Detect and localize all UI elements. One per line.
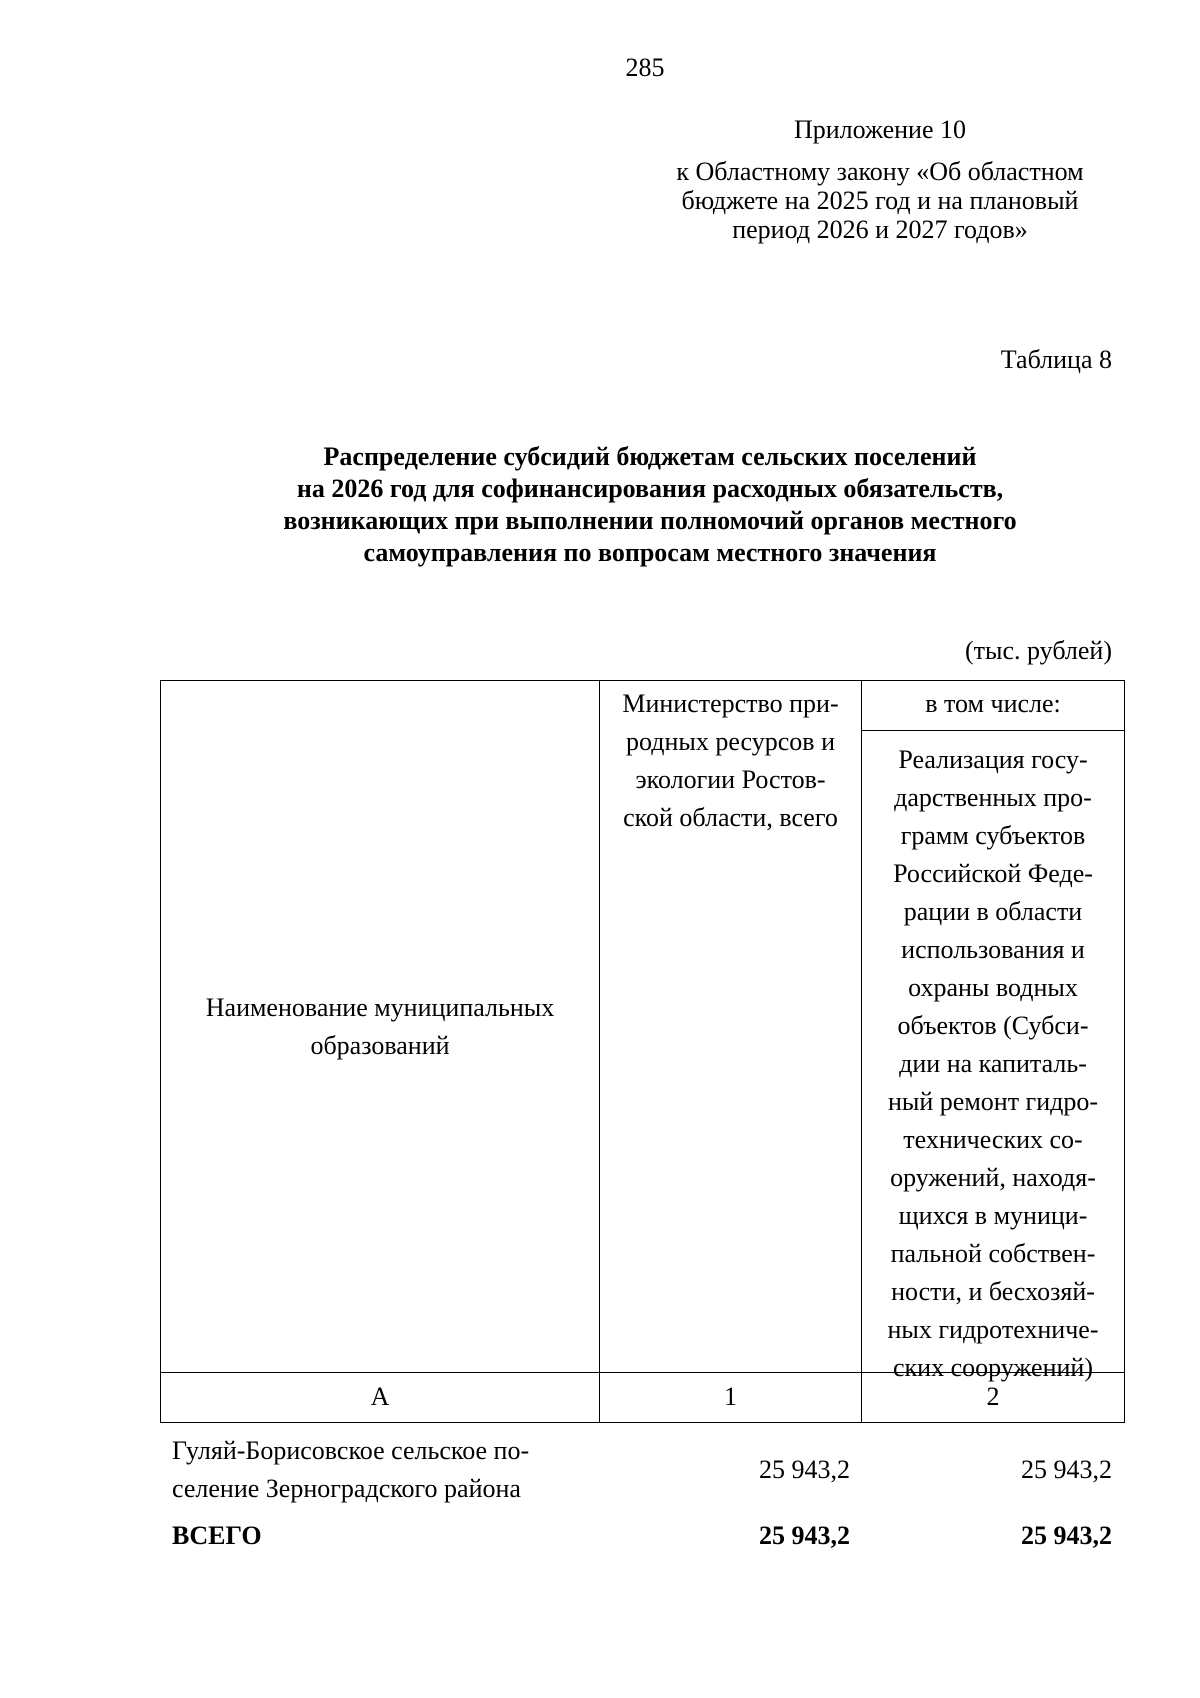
header-total-line: ской области, всего	[623, 803, 838, 832]
header-program-line: ных гидротехниче-	[887, 1315, 1099, 1344]
header-including: в том числе:	[861, 680, 1125, 731]
header-program-line: дии на капиталь-	[899, 1049, 1087, 1078]
appendix-title: Приложение 10	[793, 115, 967, 144]
table-row-total-value: 25 943,2	[759, 1455, 850, 1484]
units-label: (тыс. рублей)	[964, 636, 1112, 665]
header-program-line: щихся в муници-	[898, 1201, 1088, 1230]
table-label: Таблица 8	[1000, 345, 1112, 374]
header-name-line: образований	[310, 1030, 450, 1060]
page-number: 285	[625, 53, 665, 82]
appendix-reference	[640, 157, 1120, 244]
column-number-1: 1	[599, 1372, 862, 1423]
total-row-label: ВСЕГО	[172, 1521, 262, 1550]
header-program-line: охраны водных	[908, 973, 1078, 1002]
header-name-line: Наименование муниципальных	[205, 992, 555, 1022]
appendix-ref-line: бюджете на 2025 год и на плановый	[681, 186, 1079, 215]
header-program-line: грамм субъектов	[900, 821, 1086, 850]
column-number-2: 2	[861, 1372, 1125, 1423]
header-state-program	[861, 730, 1125, 1382]
title-line: Распределение субсидий бюджетам сельских поселений	[323, 442, 977, 471]
table-row-name	[172, 1432, 592, 1508]
row-name-line: селение Зерноградского района	[172, 1474, 521, 1503]
header-program-line: объектов (Субси-	[897, 1011, 1089, 1040]
row-name-line: Гуляй-Борисовское сельское по-	[172, 1436, 530, 1465]
header-total-line: родных ресурсов и	[626, 727, 835, 756]
total-row-program-value: 25 943,2	[1021, 1521, 1112, 1550]
header-total-line: Министерство при-	[622, 689, 839, 718]
header-program-line: ности, и бесхозяй-	[891, 1277, 1095, 1306]
document-title	[150, 441, 1150, 569]
header-program-line: дарственных про-	[894, 783, 1092, 812]
title-line: на 2026 год для софинансирования расходных обязательств,	[296, 474, 1004, 503]
appendix-ref-line: к Областному закону «Об областном	[676, 157, 1084, 186]
header-program-line: Реализация госу-	[898, 745, 1088, 774]
header-ministry-total	[599, 680, 862, 1373]
header-total-line: экологии Ростов-	[635, 765, 826, 794]
header-program-line: оружений, находя-	[890, 1163, 1096, 1192]
header-program-line: ских сооружений)	[892, 1353, 1093, 1382]
title-line: самоуправления по вопросам местного значения	[363, 538, 937, 567]
appendix-ref-line: период 2026 и 2027 годов»	[732, 215, 1028, 244]
table-row-program-value: 25 943,2	[1021, 1455, 1112, 1484]
header-municipality-name	[160, 680, 600, 1373]
header-program-line: рации в области	[903, 897, 1083, 926]
header-program-line: Российской Феде-	[893, 859, 1093, 888]
header-program-line: ный ремонт гидро-	[887, 1087, 1099, 1116]
total-row-total-value: 25 943,2	[759, 1521, 850, 1550]
header-program-line: технических со-	[903, 1125, 1083, 1154]
header-program-line: пальной собствен-	[890, 1239, 1096, 1268]
header-program-line: использования и	[901, 935, 1085, 964]
column-number-a: А	[160, 1372, 600, 1423]
title-line: возникающих при выполнении полномочий органов местного	[283, 506, 1017, 535]
